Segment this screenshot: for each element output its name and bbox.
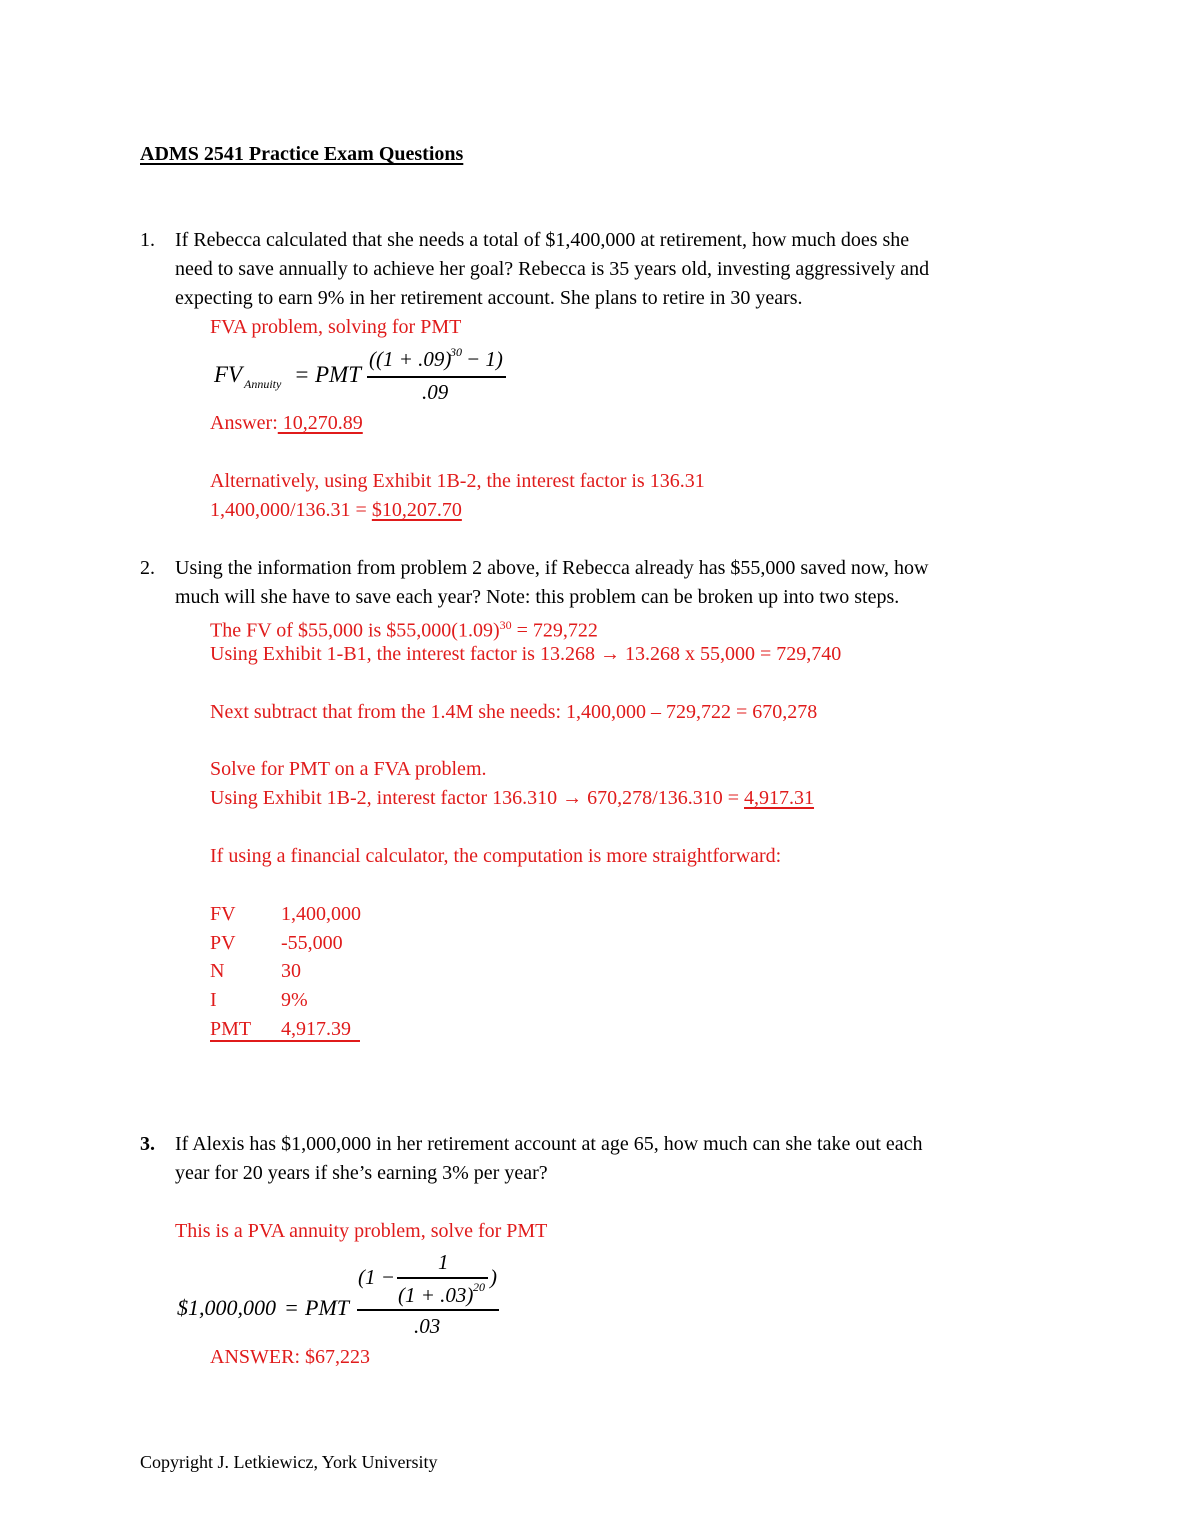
formula-pmt-label: PMT <box>305 1295 349 1320</box>
question-3-text-line-2: year for 20 years if she’s earning 3% per year? <box>175 1162 548 1184</box>
question-2-number: 2. <box>140 557 155 579</box>
calc-value: 9% <box>281 989 308 1011</box>
formula-denominator: .03 <box>414 1314 441 1338</box>
question-1-alternative-line-1: Alternatively, using Exhibit 1B-2, the interest factor is 136.31 <box>210 470 705 492</box>
question-3-answer: ANSWER: $67,223 <box>210 1346 370 1368</box>
step1-prefix: The FV of $55,000 is $55,000(1.09) <box>210 619 500 642</box>
page-title: ADMS 2541 Practice Exam Questions <box>140 143 464 165</box>
question-3-hint: This is a PVA annuity problem, solve for PMT <box>175 1220 548 1242</box>
formula-numerator: ((1 + .09) <box>369 347 452 371</box>
question-1-alternative-line-2 <box>210 498 462 522</box>
calc-key: FV <box>210 903 236 925</box>
step5-value: 4,917.31 <box>744 787 815 809</box>
formula-denominator: .09 <box>422 380 449 404</box>
step5-mid: 670,278/136.310 = <box>582 787 745 809</box>
formula-exponent: 30 <box>450 345 462 359</box>
step2-suffix: 13.268 x 55,000 = 729,740 <box>619 643 842 665</box>
calc-value: 30 <box>281 960 301 982</box>
formula-equals: = <box>294 362 310 387</box>
formula-numerator-tail: − 1) <box>466 347 503 371</box>
calc-pmt-underline <box>210 1040 360 1042</box>
answer-label: Answer: <box>210 412 278 434</box>
formula-open: (1 − <box>358 1265 395 1289</box>
question-3-text-line-1: If Alexis has $1,000,000 in her retirement account at age 65, how much can she take out each <box>175 1133 923 1155</box>
formula-inner-denominator: (1 + .03) <box>398 1283 474 1307</box>
question-1-hint: FVA problem, solving for PMT <box>210 316 462 338</box>
question-2-step-3: Next subtract that from the 1.4M she needs: 1,400,000 – 729,722 = 670,278 <box>210 701 818 723</box>
formula-fv-subscript: Annuity <box>244 377 282 391</box>
question-2-step-5 <box>210 786 814 810</box>
question-2-step-2 <box>210 642 841 666</box>
step5-prefix: Using Exhibit 1B-2, interest factor 136.310 <box>210 787 563 809</box>
answer-value: 10,270.89 <box>277 412 363 434</box>
question-3-number: 3. <box>140 1133 155 1155</box>
question-2-text-line-1: Using the information from problem 2 above, if Rebecca already has $55,000 saved now, how <box>175 557 929 579</box>
step2-prefix: Using Exhibit 1-B1, the interest factor is 13.268 <box>210 643 600 665</box>
arrow-right-icon: → <box>599 643 620 665</box>
question-2-step-1 <box>210 613 598 643</box>
copyright-footer: Copyright J. Letkiewicz, York University <box>140 1452 438 1472</box>
formula-pmt-label: PMT <box>315 362 361 387</box>
step1-suffix: = 729,722 <box>511 619 598 642</box>
formula-inner-fraction-bar <box>397 1277 488 1279</box>
calc-key: PV <box>210 932 236 954</box>
question-2-calculator-intro: If using a financial calculator, the computation is more straightforward: <box>210 845 782 867</box>
calc-key: PMT <box>210 1018 252 1040</box>
calc-value: 4,917.39 <box>281 1018 351 1040</box>
question-1-text-line-2: need to save annually to achieve her goal? Rebecca is 35 years old, investing aggressively and <box>175 258 930 280</box>
question-2-step-4: Solve for PMT on a FVA problem. <box>210 758 487 780</box>
calc-value: -55,000 <box>281 932 343 954</box>
question-2-text-line-2: much will she have to save each year? Note: this problem can be broken up into two steps. <box>175 586 900 608</box>
question-1-answer <box>210 411 363 435</box>
question-1-number: 1. <box>140 229 155 251</box>
question-1-text-line-3: expecting to earn 9% in her retirement account. She plans to retire in 30 years. <box>175 287 803 309</box>
formula-fv-label: FV <box>214 362 243 387</box>
alt-value: $10,207.70 <box>371 499 462 521</box>
formula-fraction-bar <box>357 1309 499 1311</box>
formula-inner-numerator: 1 <box>438 1250 449 1274</box>
arrow-right-icon: → <box>562 787 583 809</box>
step1-exponent: 30 <box>499 618 512 632</box>
calc-value: 1,400,000 <box>281 903 361 925</box>
calc-key: N <box>210 960 225 982</box>
alt-prefix: 1,400,000/136.31 = <box>210 499 372 521</box>
formula-equals: = <box>284 1295 299 1320</box>
formula-close: ) <box>490 1265 497 1289</box>
formula-fraction-bar <box>367 376 506 378</box>
question-1-text-line-1: If Rebecca calculated that she needs a total of $1,400,000 at retirement, how much does she <box>175 229 910 251</box>
calc-key: I <box>210 989 217 1011</box>
formula-lhs: $1,000,000 <box>177 1295 276 1320</box>
formula-inner-exponent: 20 <box>473 1280 485 1294</box>
